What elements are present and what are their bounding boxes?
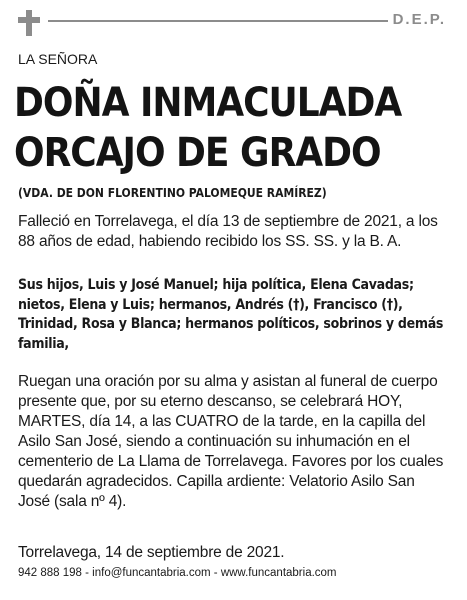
header-rule bbox=[48, 20, 388, 22]
dep-label: D.E.P. bbox=[392, 11, 446, 28]
widow-of: (VDA. DE DON FLORENTINO PALOMEQUE RAMÍREZ) bbox=[18, 186, 327, 200]
cross-icon bbox=[18, 10, 40, 36]
contact-info: 942 888 198 - info@funcantabria.com - www.funcantabria.com bbox=[18, 567, 337, 579]
place-date: Torrelavega, 14 de septiembre de 2021. bbox=[18, 544, 285, 561]
honorific: LA SEÑORA bbox=[18, 51, 98, 67]
death-notice: Falleció en Torrelavega, el día 13 de septiembre de 2021, a los 88 años de edad, habiendo recibido los SS. SS. y la B. A. bbox=[18, 213, 438, 250]
funeral-request: Ruegan una oración por su alma y asistan al funeral de cuerpo presente que, por su eterno descanso, se celebrará HOY, MARTES, día 14, a las CUATRO de la tarde, en la capilla del Asilo San José, siendo a continuación su inhumación en el cementerio de La Llama de Torrelavega. Favores por los cuales quedarán agradecidos. Capilla ardiente: Velatorio Asilo San José (sala nº 4). bbox=[18, 373, 444, 510]
name-line-1: DOÑA INMACULADA bbox=[14, 80, 402, 126]
header bbox=[18, 10, 446, 38]
family-list: Sus hijos, Luis y José Manuel; hija política, Elena Cavadas; nietos, Elena y Luis; hermanos, Andrés (†), Francisco (†), Trinidad, Rosa y Blanca; hermanos políticos, sobrinos y demás familia, bbox=[18, 277, 444, 352]
deceased-name bbox=[14, 78, 464, 178]
name-line-2: ORCAJO DE GRADO bbox=[14, 130, 381, 176]
